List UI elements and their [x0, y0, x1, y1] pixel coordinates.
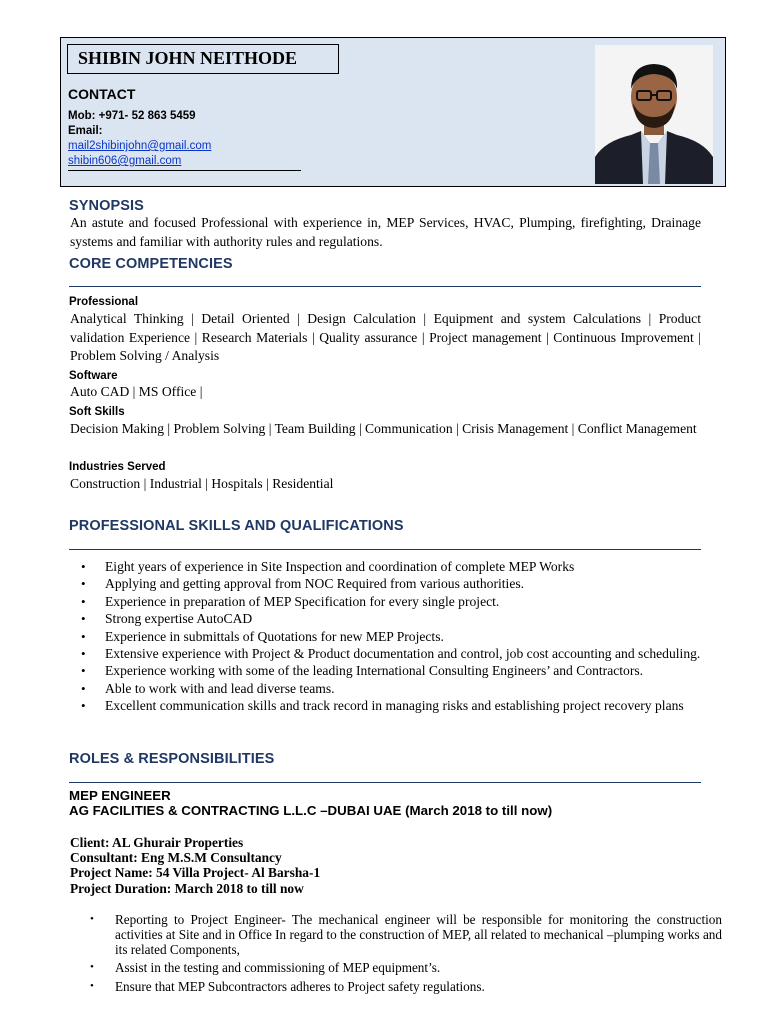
list-item: • Strong expertise AutoCAD	[81, 611, 253, 627]
list-item: • Eight years of experience in Site Inspection and coordination of complete MEP Works	[81, 559, 575, 574]
bullet-icon: •	[81, 611, 86, 627]
soft-skills-label: Soft Skills	[69, 406, 125, 418]
bullet-icon: •	[90, 961, 94, 973]
list-item: • Able to work with and lead diverse teams.	[81, 680, 335, 696]
professional-label: Professional	[69, 296, 139, 308]
list-item: • Extensive experience with Project & Product documentation and control, job cost accounting and scheduling.	[81, 646, 701, 662]
skills-list	[70, 558, 720, 715]
industries-label: Industries Served	[69, 461, 166, 473]
profile-photo	[595, 45, 713, 184]
project-client: Client: AL Ghurair Properties	[70, 835, 244, 850]
bullet-icon: •	[81, 593, 86, 609]
bullet-icon: •	[81, 680, 86, 696]
bullet-icon: •	[81, 628, 86, 644]
bullet-icon: •	[90, 980, 94, 992]
project-name: Project Name: 54 Villa Project- Al Barsha-1	[70, 865, 321, 880]
contact-underline	[68, 170, 301, 171]
professional-text: Analytical Thinking | Detail Oriented | Design Calculation | Equipment and system Calculations | Product validation Experience | Research Materials | Quality assurance | Project management | Continuous Improvement | Problem Solving / Analysis	[70, 311, 701, 363]
header-panel	[60, 37, 726, 187]
roles-heading: ROLES & RESPONSIBILITIES	[69, 751, 275, 767]
core-divider	[69, 286, 701, 287]
soft-skills-text: Decision Making | Problem Solving | Team Building | Communication | Crisis Management | Conflict Management	[70, 421, 697, 436]
job-title: MEP ENGINEER	[69, 788, 171, 803]
company-name: AG FACILITIES & CONTRACTING L.L.C –DUBAI UAE (March 2018 to till now)	[69, 803, 553, 818]
bullet-icon: •	[81, 576, 86, 592]
bullet-icon: •	[90, 913, 94, 925]
core-competencies-heading: CORE COMPETENCIES	[69, 256, 233, 272]
bullet-icon: •	[81, 698, 86, 714]
list-item: • Experience in preparation of MEP Specification for every single project.	[81, 593, 500, 609]
project-consultant: Consultant: Eng M.S.M Consultancy	[70, 850, 282, 865]
email-link-secondary[interactable]: shibin606@gmail.com	[68, 155, 182, 167]
bullet-icon: •	[81, 559, 86, 574]
email-label: Email:	[68, 125, 103, 137]
list-item: • Reporting to Project Engineer- The mechanical engineer will be responsible for monitoring the construction activities at Site and in Office In regard to the construction of MEP, all related to mechanical –plumping works and its related Components,	[90, 912, 722, 957]
skills-heading: PROFESSIONAL SKILLS AND QUALIFICATIONS	[69, 518, 404, 534]
email-link-primary[interactable]: mail2shibinjohn@gmail.com	[68, 140, 212, 152]
synopsis-text: An astute and focused Professional with experience in, MEP Services, HVAC, Plumping, firefighting, Drainage systems and familiar with authority rules and regulations.	[70, 215, 701, 249]
responsibilities-list	[80, 912, 722, 994]
bullet-icon: •	[81, 663, 86, 679]
project-duration: Project Duration: March 2018 to till now	[70, 881, 304, 896]
mobile-number: Mob: +971- 52 863 5459	[68, 110, 196, 122]
bullet-icon: •	[81, 646, 86, 662]
list-item: • Experience in submittals of Quotations for new MEP Projects.	[81, 628, 444, 644]
synopsis-heading: SYNOPSIS	[69, 198, 144, 214]
software-label: Software	[69, 370, 118, 382]
software-text: Auto CAD | MS Office |	[70, 384, 203, 399]
skills-divider	[69, 549, 701, 550]
industries-text: Construction | Industrial | Hospitals | Residential	[70, 476, 334, 491]
list-item: • Excellent communication skills and track record in managing risks and establishing project recovery plans	[81, 698, 684, 714]
contact-heading: CONTACT	[68, 86, 136, 102]
list-item: • Assist in the testing and commissioning of MEP equipment’s.	[90, 960, 441, 975]
list-item: • Experience working with some of the leading International Consulting Engineers’ and Contractors.	[81, 663, 644, 679]
list-item: • Applying and getting approval from NOC Required from various authorities.	[81, 576, 525, 592]
list-item: • Ensure that MEP Subcontractors adheres to Project safety regulations.	[90, 979, 485, 994]
roles-divider	[69, 782, 701, 783]
candidate-name: SHIBIN JOHN NEITHODE	[67, 44, 339, 74]
